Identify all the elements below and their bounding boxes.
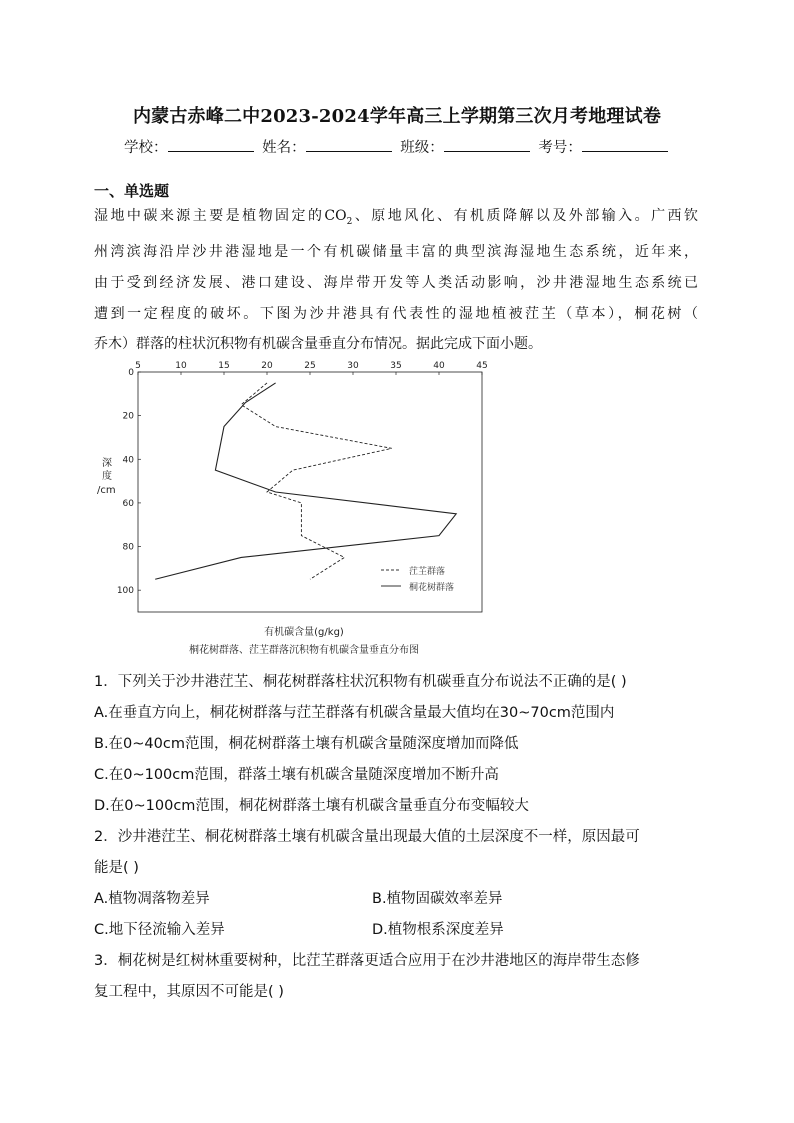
y-tick-labels: [117, 368, 141, 596]
x-tick-label: 30: [347, 361, 359, 371]
name-label: 姓名：: [262, 140, 306, 156]
carbon-depth-chart: [94, 356, 514, 656]
intro-line-3: 由于受到经济发展、港口建设、海岸带开发等人类活动影响，沙井港湿地生态系统已: [94, 274, 698, 291]
class-label: 班级：: [400, 140, 444, 156]
y-tick-label: 0: [128, 368, 134, 378]
intro-line-4: 遭到一定程度的破坏。下图为沙井港具有代表性的湿地植被茳芏（草本），桐花树（: [94, 305, 698, 322]
school-blank[interactable]: [168, 138, 254, 152]
subscript: 2: [346, 216, 353, 227]
intro-line-5: 乔木）群落的柱状沉积物有机碳含量垂直分布情况。据此完成下面小题。: [94, 336, 542, 353]
question-1: 1．下列关于沙井港茳芏、桐花树群落柱状沉积物有机碳垂直分布说法不正确的是( ): [94, 674, 627, 690]
number-blank[interactable]: [582, 138, 668, 152]
x-tick-labels: [135, 361, 488, 375]
x-tick-label: 25: [304, 361, 316, 371]
legend-label-2: 桐花树群落: [409, 583, 455, 593]
question-3-line-1: 3．桐花树是红树林重要树种，比茳芏群落更适合应用于在沙井港地区的海岸带生态修: [94, 953, 640, 969]
y-tick-label: 20: [122, 411, 134, 422]
series-line-2: [155, 383, 456, 579]
question-2-line-2: 能是( ): [94, 860, 139, 876]
legend-label-1: 茳芏群落: [409, 567, 446, 577]
x-tick-label: 40: [433, 361, 445, 371]
q2-option-d[interactable]: D.植物根系深度差异: [372, 922, 504, 938]
x-axis-label: 有机碳含量(g/kg): [264, 627, 344, 638]
y-tick-label: 40: [122, 455, 134, 466]
x-tick-label: 35: [390, 361, 402, 371]
series-layer: [155, 383, 456, 579]
intro-line-1: [94, 201, 698, 237]
student-info-row: [124, 136, 672, 157]
question-3-line-2: 复工程中，其原因不可能是( ): [94, 984, 284, 1000]
series-line-1: [241, 383, 392, 579]
q1-option-c[interactable]: C.在0~100cm范围，群落土壤有机碳含量随深度增加不断升高: [94, 767, 499, 783]
name-blank[interactable]: [306, 138, 392, 152]
x-tick-label: 45: [476, 361, 488, 371]
y-axis-label-3: /cm: [97, 485, 116, 496]
section-heading: 一、单选题: [94, 182, 170, 200]
chart-caption: 桐花树群落、茳芏群落沉积物有机碳含量垂直分布图: [189, 645, 419, 656]
q1-option-b[interactable]: B.在0~40cm范围，桐花树群落土壤有机碳含量随深度增加而降低: [94, 736, 519, 752]
x-tick-label: 15: [218, 361, 230, 371]
school-label: 学校：: [124, 140, 168, 156]
number-label: 考号：: [538, 140, 582, 156]
y-axis-label-2: 度: [102, 471, 112, 482]
y-axis-label-1: 深: [102, 458, 112, 469]
y-tick-label: 100: [116, 586, 134, 597]
exam-title: 内蒙古赤峰二中2023-2024学年高三上学期第三次月考地理试卷: [132, 106, 662, 127]
legend: [381, 565, 454, 593]
intro-text: 湿地中碳来源主要是植物固定的CO: [94, 208, 347, 224]
x-tick-label: 5: [135, 361, 141, 371]
q2-option-a[interactable]: A.植物凋落物差异: [94, 891, 210, 907]
question-2-line-1: 2．沙井港茳芏、桐花树群落土壤有机碳含量出现最大值的土层深度不一样，原因最可: [94, 829, 640, 845]
q1-option-d[interactable]: D.在0~100cm范围，桐花树群落土壤有机碳含量垂直分布变幅较大: [94, 798, 529, 814]
q2-option-c[interactable]: C.地下径流输入差异: [94, 922, 225, 938]
q1-option-a[interactable]: A.在垂直方向上，桐花树群落与茳芏群落有机碳含量最大值均在30~70cm范围内: [94, 705, 615, 721]
intro-text: 、原地风化、有机质降解以及外部输入。广西钦: [352, 208, 698, 224]
x-tick-label: 10: [175, 361, 187, 371]
y-tick-label: 80: [122, 542, 134, 553]
q2-option-b[interactable]: B.植物固碳效率差异: [372, 891, 503, 907]
intro-line-2: 州湾滨海沿岸沙井港湿地是一个有机碳储量丰富的典型滨海湿地生态系统，近年来，: [94, 244, 698, 261]
y-tick-label: 60: [122, 498, 134, 509]
class-blank[interactable]: [444, 138, 530, 152]
x-tick-label: 20: [261, 361, 273, 371]
intro-paragraph: [94, 201, 698, 360]
